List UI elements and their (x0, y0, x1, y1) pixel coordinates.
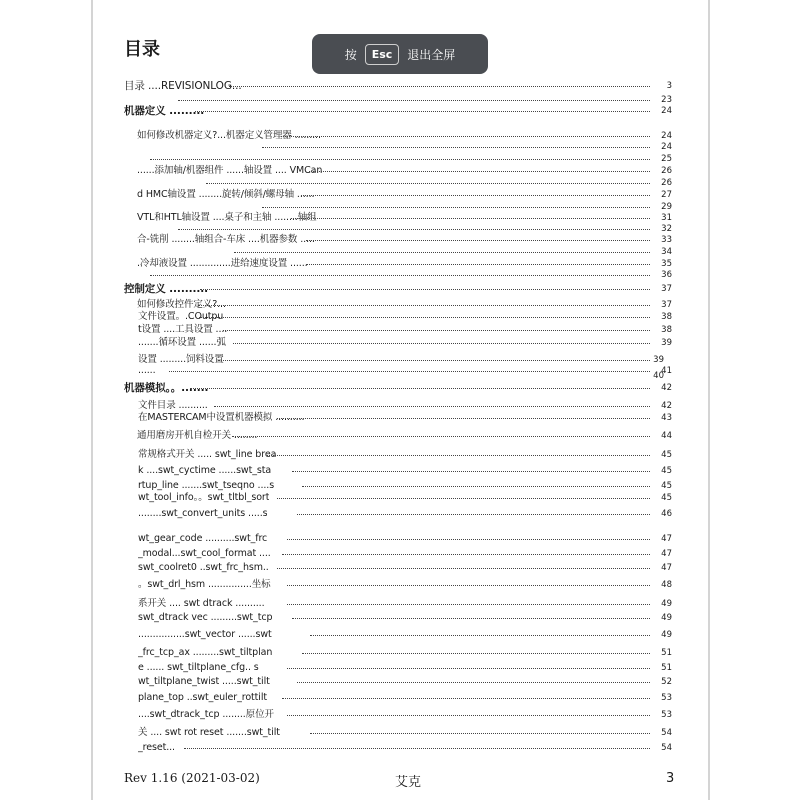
toc-entry-page: 42 (661, 401, 672, 411)
toc-entry[interactable] (0, 380, 800, 396)
exit-fullscreen-label: 退出全屏 (407, 47, 456, 62)
toc-entry-title: 合-铣削 ........轴组合-车床 ....机器参数 ..... (137, 234, 315, 245)
toc-entry[interactable] (0, 447, 800, 463)
toc-entry-title: VTL和HTL轴设置 ....桌子和主轴 ........轴组 (137, 212, 317, 223)
toc-entry-page: 49 (661, 599, 672, 609)
toc-leader-dots (310, 635, 650, 636)
toc-entry-title: wt_tool_info。。swt_tltbl_sort (138, 492, 270, 503)
toc-entry-title: d HMC轴设置 ........旋转/倾斜/螺母轴 ...... (137, 189, 315, 200)
toc-entry-title: ....swt_dtrack_tcp ........原位开 (138, 709, 274, 720)
toc-leader-dots (200, 289, 651, 290)
toc-entry-page: 39 (661, 338, 672, 348)
toc-leader-dots (281, 136, 650, 137)
toc-entry-title: rtup_line .......swt_tseqno ....s (138, 480, 275, 491)
toc-leader-dots (178, 229, 650, 230)
toc-leader-dots (190, 388, 650, 389)
toc-entry-page: 45 (661, 493, 672, 503)
toc-entry[interactable] (0, 707, 800, 723)
toc-entry-page: 45 (661, 466, 672, 476)
esc-key[interactable]: Esc (365, 44, 400, 65)
toc-entry-page: 35 (661, 259, 672, 269)
toc-entry-page: 27 (661, 190, 672, 200)
toc-leader-dots (292, 471, 650, 472)
toc-leader-dots (287, 668, 650, 669)
toc-entry-title: swt_dtrack vec .........swt_tcp (138, 612, 273, 623)
toc-entry-title: 目录 ....REVISIONLOG... (124, 80, 242, 92)
toc-entry-title: 在MASTERCAM中设置机器模拟 .......... (138, 412, 305, 423)
toc-entry-page: 43 (661, 413, 672, 423)
toc-entry[interactable] (0, 506, 800, 522)
toc-leader-dots (223, 330, 650, 331)
toc-entry-title: plane_top ..swt_euler_rottilt (138, 692, 267, 703)
toc-entry[interactable] (0, 281, 800, 297)
toc-entry-title: 系开关 .... swt dtrack .......... (138, 598, 265, 609)
toc-leader-dots (291, 218, 650, 219)
toc-entry-title: 机器模拟。。....... (124, 382, 209, 394)
toc-entry-title: .冷却液设置 ..............进给速度设置 ...... (137, 258, 308, 269)
toc-leader-dots (267, 455, 650, 456)
toc-leader-dots (297, 514, 650, 515)
toc-leader-dots (287, 604, 650, 605)
toc-entry-title: 设置 .........饲料设置 (138, 354, 224, 365)
toc-entry[interactable] (0, 560, 800, 576)
toc-leader-dots (287, 585, 650, 586)
toc-entry-page: 38 (661, 312, 672, 322)
toc-leader-dots (232, 436, 650, 437)
toc-leader-dots (277, 418, 650, 419)
toc-leader-dots (277, 568, 650, 569)
toc-entry-title: ...... (138, 365, 156, 376)
toc-entry-page: 48 (661, 580, 672, 590)
toc-entry-title: 如何修改机器定义?...机器定义管理器 ......... (137, 130, 321, 141)
toc-leader-dots (169, 371, 650, 372)
toc-entry-title: 文件目录 .......... (138, 400, 208, 411)
toc-leader-dots (302, 653, 650, 654)
toc-leader-dots (150, 159, 650, 160)
toc-entry-page: 24 (661, 106, 672, 116)
toc-entry-title: 机器定义 ......... (124, 105, 205, 117)
toc-entry-title: 。swt_drl_hsm ...............坐标 (138, 579, 271, 590)
toc-leader-dots (150, 275, 650, 276)
toc-entry-title: k ....swt_cyctime ......swt_sta (138, 465, 272, 476)
toc-leader-dots (297, 682, 650, 683)
toc-leader-dots (292, 618, 650, 619)
toc-leader-dots (178, 100, 650, 101)
toc-leader-dots (310, 733, 650, 734)
toc-leader-dots (302, 486, 650, 487)
toc-entry[interactable] (0, 335, 800, 351)
toc-entry-title: t设置 ....工具设置 .... (138, 324, 228, 335)
toc-entry-page: 26 (661, 178, 672, 188)
toc-leader-dots (282, 698, 650, 699)
toc-entry-page: 25 (661, 154, 672, 164)
toc-leader-dots (206, 183, 650, 184)
toc-entry-page: 42 (661, 383, 672, 393)
toc-entry-page: 46 (661, 509, 672, 519)
toc-leader-dots (306, 240, 650, 241)
toc-entry[interactable] (0, 674, 800, 690)
toc-entry-page: 47 (661, 563, 672, 573)
toc-entry-page: 29 (661, 202, 672, 212)
toc-entry[interactable] (0, 645, 800, 661)
toc-leader-dots (262, 147, 650, 148)
toc-leader-dots (199, 317, 650, 318)
toc-leader-dots (218, 360, 650, 361)
toc-leader-dots (198, 305, 650, 306)
press-label: 按 (344, 47, 357, 62)
toc-entry-title: ................swt_vector ......swt (138, 629, 272, 640)
toc-entry-page: 54 (661, 728, 672, 738)
toc-entry-title: ........swt_convert_units .....s (138, 508, 268, 519)
toc-entry-title: .......循环设置 ......弧 (138, 337, 226, 348)
toc-entry[interactable] (0, 410, 800, 426)
toc-entry-page: 33 (661, 235, 672, 245)
toc-entry-page: 38 (661, 325, 672, 335)
toc-leader-dots (309, 171, 650, 172)
toc-leader-dots (277, 498, 650, 499)
toc-entry[interactable] (0, 610, 800, 626)
toc-entry-title: wt_gear_code ..........swt_frc (138, 533, 268, 544)
toc-entry-title: _reset... (138, 742, 175, 753)
toc-entry[interactable] (0, 531, 800, 547)
toc-leader-dots (214, 406, 651, 407)
toc-leader-dots (282, 554, 650, 555)
toc-entry[interactable] (0, 428, 800, 444)
toc-entry-page: 24 (661, 142, 672, 152)
toc-entry-page: 23 (661, 95, 672, 105)
toc-entry[interactable] (0, 690, 800, 706)
toc-entry-page: 32 (661, 224, 672, 234)
toc-entry-title: 如何修改控件定义?... (137, 299, 226, 310)
toc-entry-title: e ...... swt_tiltplane_cfg.. s (138, 662, 259, 673)
toc-leader-dots (195, 111, 650, 112)
toc-entry-page: 3 (666, 81, 672, 91)
toc-leader-dots (229, 86, 650, 87)
toc-entry-page: 47 (661, 549, 672, 559)
toc-entry[interactable] (0, 577, 800, 593)
toc-entry-page: 53 (661, 710, 672, 720)
toc-entry-page: 26 (661, 166, 672, 176)
toc-entry-page: 45 (661, 481, 672, 491)
toc-entry-title: wt_tiltplane_twist .....swt_tilt (138, 676, 270, 687)
toc-entry-page: 37 (661, 300, 672, 310)
toc-entry-title: ......添加轴/机器组件 ......轴设置 .... VMCan (137, 165, 323, 176)
toc-entry-page: 37 (661, 284, 672, 294)
toc-entry-page: 36 (661, 270, 672, 280)
toc-entry-page: 51 (661, 648, 672, 658)
toc-entry[interactable] (0, 363, 800, 379)
page-number: 3 (666, 771, 675, 786)
exit-fullscreen-hint (312, 34, 488, 74)
toc-entry-title: _modal...swt_cool_format .... (138, 548, 271, 559)
toc-entry[interactable] (0, 490, 800, 506)
author-label: 艾克 (395, 775, 422, 790)
toc-leader-dots (184, 748, 650, 749)
toc-entry-title: swt_coolret0 ..swt_frc_hsm.. (138, 562, 269, 573)
toc-leader-dots (234, 252, 650, 253)
toc-entry-page: 34 (661, 247, 672, 257)
toc-entry[interactable] (0, 740, 800, 756)
toc-entry-page: 24 (661, 131, 672, 141)
toc-entry-title: 文件设置。.COutpu (138, 311, 224, 322)
toc-entry-title: 关 .... swt rot reset .......swt_tilt (138, 727, 280, 738)
toc-leader-dots (301, 195, 650, 196)
toc-entry[interactable] (0, 725, 800, 741)
revision-label: Rev 1.16 (2021-03-02) (124, 771, 260, 785)
toc-entry-page: 45 (661, 450, 672, 460)
toc-entry-page: 54 (661, 743, 672, 753)
toc-entry[interactable] (0, 627, 800, 643)
toc-entry-title: 通用磨房开机自检开关 ........ (137, 430, 258, 441)
toc-leader-dots (306, 264, 650, 265)
toc-entry-title: 控制定义 .......... (124, 283, 209, 295)
toc-entry-page: 47 (661, 534, 672, 544)
toc-entry-page: 49 (661, 630, 672, 640)
toc-leader-dots (287, 539, 650, 540)
toc-leader-dots (233, 343, 650, 344)
toc-entry[interactable] (0, 463, 800, 479)
toc-entry-page: 49 (661, 613, 672, 623)
toc-entry-page: 41 (661, 366, 672, 376)
toc-leader-dots (287, 715, 650, 716)
toc-entry-page: 39 40 (653, 355, 664, 381)
toc-entry-page: 52 (661, 677, 672, 687)
toc-entry-page: 31 (661, 213, 672, 223)
toc-entry[interactable] (0, 103, 800, 119)
toc-entry-page: 53 (661, 693, 672, 703)
toc-entry-title: _frc_tcp_ax .........swt_tiltplan (138, 647, 273, 658)
toc-entry-page: 51 (661, 663, 672, 673)
toc-entry-page: 44 (661, 431, 672, 441)
toc-leader-dots (262, 207, 650, 208)
page-title: 目录 (124, 39, 160, 60)
toc-entry-title: 常规格式开关 ..... swt_line brea (138, 449, 277, 460)
